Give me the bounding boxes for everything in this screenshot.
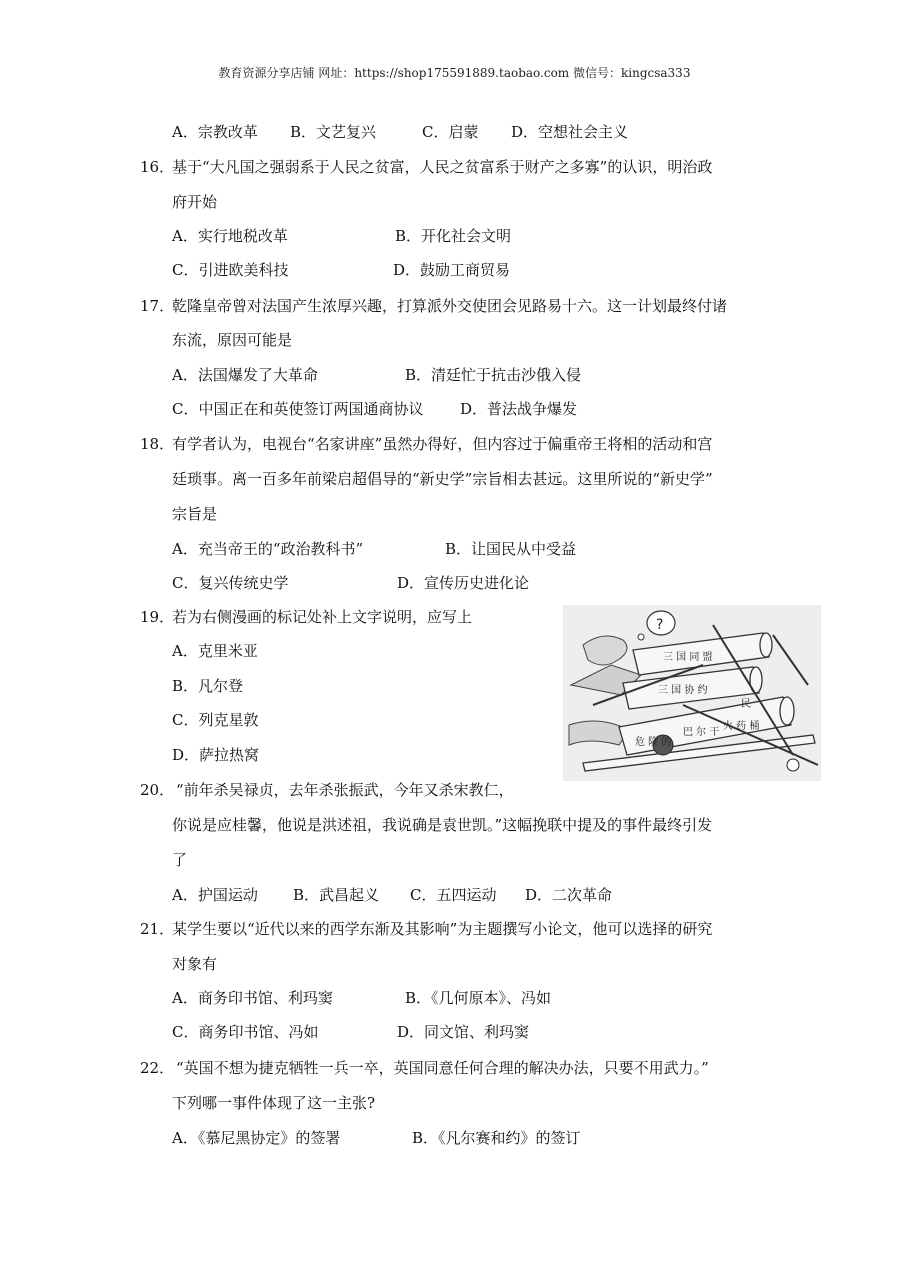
q17-option-c: C．中国正在和英使签订两国通商协议 (172, 400, 424, 418)
q19-option-d: D．萨拉热窝 (172, 746, 260, 764)
q18-option-b: B．让国民从中受益 (445, 540, 577, 558)
q19-number: 19． (140, 608, 175, 626)
q15-option-a: A．宗教改革 (172, 123, 258, 141)
cartoon-label-min: 民 (741, 699, 751, 710)
cartoon-drawing (563, 605, 821, 781)
q16-stem-line2: 府开始 (172, 193, 218, 211)
q21-number: 21． (140, 920, 175, 938)
q15-option-c: C．启蒙 (422, 123, 479, 141)
q21-option-d: D．同文馆、利玛窦 (397, 1023, 530, 1041)
q18-option-c: C．复兴传统史学 (172, 574, 289, 592)
q22-number: 22． (140, 1059, 175, 1077)
q17-number: 17． (140, 297, 175, 315)
q19-stem-line1: 若为右侧漫画的标记处补上文字说明，应写上 (172, 608, 473, 626)
q18-stem-line2: 廷琐事。离一百多年前梁启超倡导的“新史学”宗旨相去甚远。这里所说的“新史学” (172, 470, 713, 488)
q16-stem-line1: 基于“大凡国之强弱系于人民之贫富，人民之贫富系于财产之多寡”的认识，明治政 (172, 158, 713, 176)
q20-stem-line3: 了 (172, 851, 188, 869)
q20-stem-line2: 你说是应桂馨，他说是洪述祖，我说确是袁世凯。”这幅挽联中提及的事件最终引发 (172, 816, 713, 834)
q21-option-b: B．《几何原本》、冯如 (405, 989, 552, 1007)
q20-option-b: B．武昌起义 (293, 886, 380, 904)
q20-option-d: D．二次革命 (525, 886, 613, 904)
q20-stem-line1: “前年杀吴禄贞，去年杀张振武，今年又杀宋教仁， (176, 781, 514, 799)
q17-option-b: B．清廷忙于抗击沙俄入侵 (405, 366, 582, 384)
page-header: 教育资源分享店铺 网址：https://shop175591889.taobao.com 微信号：kingcsa333 (218, 66, 691, 80)
q17-stem-line2: 东流，原因可能是 (172, 331, 293, 349)
q17-option-d: D．普法战争爆发 (460, 400, 578, 418)
q22-option-b: B．《凡尔赛和约》的签订 (412, 1129, 581, 1147)
q20-option-c: C．五四运动 (410, 886, 497, 904)
q19-option-a: A．克里米亚 (172, 642, 258, 660)
q22-stem-line2: 下列哪一事件体现了这一主张? (172, 1094, 376, 1112)
q18-stem-line1: 有学者认为，电视台“名家讲座”虽然办得好，但内容过于偏重帝王将相的活动和宫 (172, 435, 713, 453)
q19-option-b: B．凡尔登 (172, 677, 244, 695)
q18-option-a: A．充当帝王的“政治教科书” (172, 540, 364, 558)
cartoon-label-dangerous: 危 险 的 (635, 737, 672, 748)
q17-option-a: A．法国爆发了大革命 (172, 366, 318, 384)
q18-option-d: D．宣传历史进化论 (397, 574, 530, 592)
q18-number: 18． (140, 435, 175, 453)
cartoon-label-triple-alliance: 三 国 同 盟 (663, 652, 713, 663)
q16-number: 16． (140, 158, 175, 176)
q19-cartoon-image (563, 605, 821, 781)
q16-option-d: D．鼓励工商贸易 (393, 261, 511, 279)
q21-stem-line2: 对象有 (172, 955, 218, 973)
q15-option-d: D．空想社会主义 (511, 123, 629, 141)
q22-stem-line1: “英国不想为捷克牺牲一兵一卒，英国同意任何合理的解决办法，只要不用武力。” (176, 1059, 709, 1077)
q21-stem-line1: 某学生要以“近代以来的西学东渐及其影响”为主题撰写小论文，他可以选择的研究 (172, 920, 713, 938)
q21-option-c: C．商务印书馆、冯如 (172, 1023, 319, 1041)
question-mark-glyph: ? (656, 617, 664, 633)
q22-option-a: A．《慕尼黑协定》的签署 (172, 1129, 341, 1147)
q20-option-a: A．护国运动 (172, 886, 258, 904)
q19-option-c: C．列克星敦 (172, 711, 259, 729)
q16-option-c: C．引进欧美科技 (172, 261, 289, 279)
q18-stem-line3: 宗旨是 (172, 505, 218, 523)
q16-option-b: B．开化社会文明 (395, 227, 512, 245)
cartoon-label-balkan: 巴 尔 干 (683, 727, 720, 738)
q16-option-a: A．实行地税改革 (172, 227, 288, 245)
q15-option-b: B．文艺复兴 (290, 123, 377, 141)
q20-number: 20． (140, 781, 175, 799)
q17-stem-line1: 乾隆皇帝曾对法国产生浓厚兴趣，打算派外交使团会见路易十六。这一计划最终付诸 (172, 297, 728, 315)
q21-option-a: A．商务印书馆、利玛窦 (172, 989, 333, 1007)
cartoon-label-triple-entente: 三 国 协 约 (658, 685, 708, 696)
cartoon-label-powder-keg: 火 药 桶 (723, 721, 760, 732)
